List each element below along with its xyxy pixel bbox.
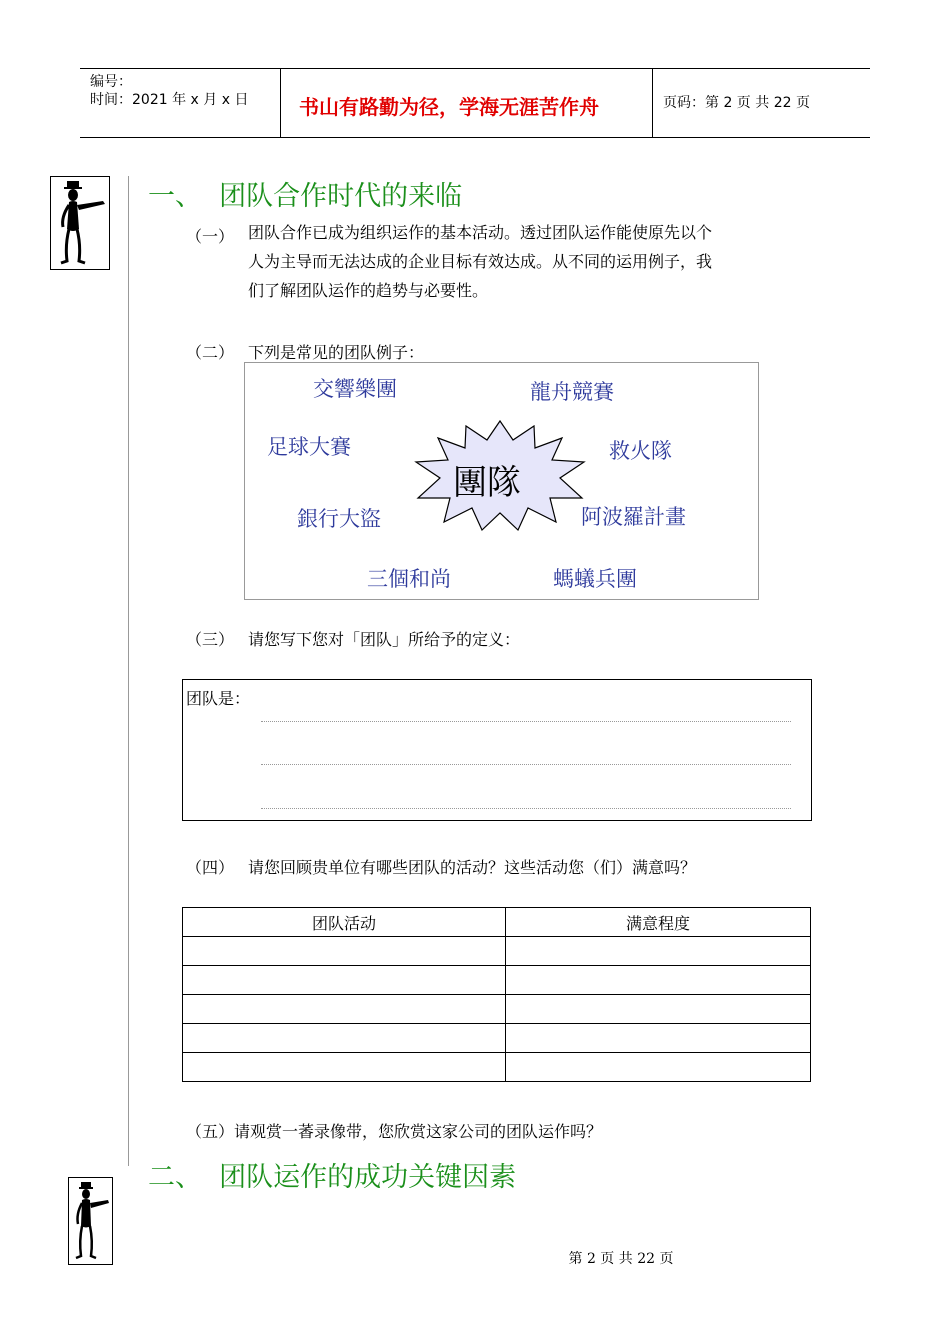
number-label: 编号： [90,74,132,90]
item-2-text: 下列是常见的团队例子： [248,343,425,362]
team-example: 銀行大盜 [297,507,381,531]
definition-label: 团队是： [186,689,251,708]
item-2-marker: （二） [186,343,235,362]
team-example: 足球大賽 [267,435,351,459]
header-motto-cell [281,69,653,137]
table-row [183,995,811,1024]
table-cell[interactable] [183,995,506,1024]
table-cell[interactable] [506,1024,811,1053]
team-examples-figure [244,362,759,600]
column-header-activity: 团队活动 [183,908,506,937]
item-3-text: 请您写下您对「团队」所给予的定义： [248,630,521,649]
page-info: 页码：第 2 页 共 22 页 [663,95,810,111]
motto: 书山有路勤为径，学海无涯苦作舟 [299,95,599,119]
document-header [80,68,870,138]
page-footer: 第 2 页 共 22 页 [568,1251,674,1267]
table-cell[interactable] [183,966,506,995]
table-cell[interactable] [506,995,811,1024]
item-1-paragraph [248,218,818,305]
item-4-marker: （四） [186,858,235,877]
section-1-title: 一、 团队合作时代的来临 [148,181,463,212]
table-header-row [183,908,811,937]
team-example: 螞蟻兵團 [553,567,637,591]
table-row [183,1024,811,1053]
table-cell[interactable] [506,1053,811,1082]
item-3-marker: （三） [186,630,235,649]
table-row [183,937,811,966]
team-example: 龍舟競賽 [530,380,614,404]
item-1-line: 团队合作已成为组织运作的基本活动。透过团队运作能使原先以个 [248,223,713,242]
team-example: 阿波羅計畫 [581,505,686,529]
table-row [183,1053,811,1082]
column-header-satisfaction: 满意程度 [506,908,811,937]
pointing-figure-icon [50,176,110,270]
item-1-line: 人为主导而无法达成的企业目标有效达成。从不同的运用例子，我 [248,252,713,271]
section-2-title: 二、 团队运作的成功关键因素 [148,1162,517,1193]
table-cell[interactable] [183,1024,506,1053]
writing-line[interactable] [261,764,791,765]
item-4-text: 请您回顾贵单位有哪些团队的活动？这些活动您（们）满意吗？ [248,858,697,877]
table-cell[interactable] [506,937,811,966]
writing-line[interactable] [261,808,791,809]
left-margin-rule [128,176,129,1166]
team-example: 三個和尚 [367,567,451,591]
team-example: 救火隊 [609,439,672,463]
header-meta-cell [80,69,281,137]
item-1-marker: （一） [186,227,235,246]
item-5-text: （五）请观赏一萫录像带，您欣赏这家公司的团队运作吗？ [186,1122,603,1141]
table-cell[interactable] [183,1053,506,1082]
date-label: 时间：2021 年 x 月 x 日 [90,92,249,108]
definition-box[interactable] [182,679,812,821]
team-center-label: 團隊 [453,463,521,503]
item-1-line: 们了解团队运作的趋势与必要性。 [248,281,489,300]
header-page-cell [653,69,870,137]
table-row [183,966,811,995]
writing-line[interactable] [261,721,791,722]
table-cell[interactable] [183,937,506,966]
team-example: 交響樂團 [313,377,397,401]
team-activities-table [182,907,811,1082]
table-cell[interactable] [506,966,811,995]
